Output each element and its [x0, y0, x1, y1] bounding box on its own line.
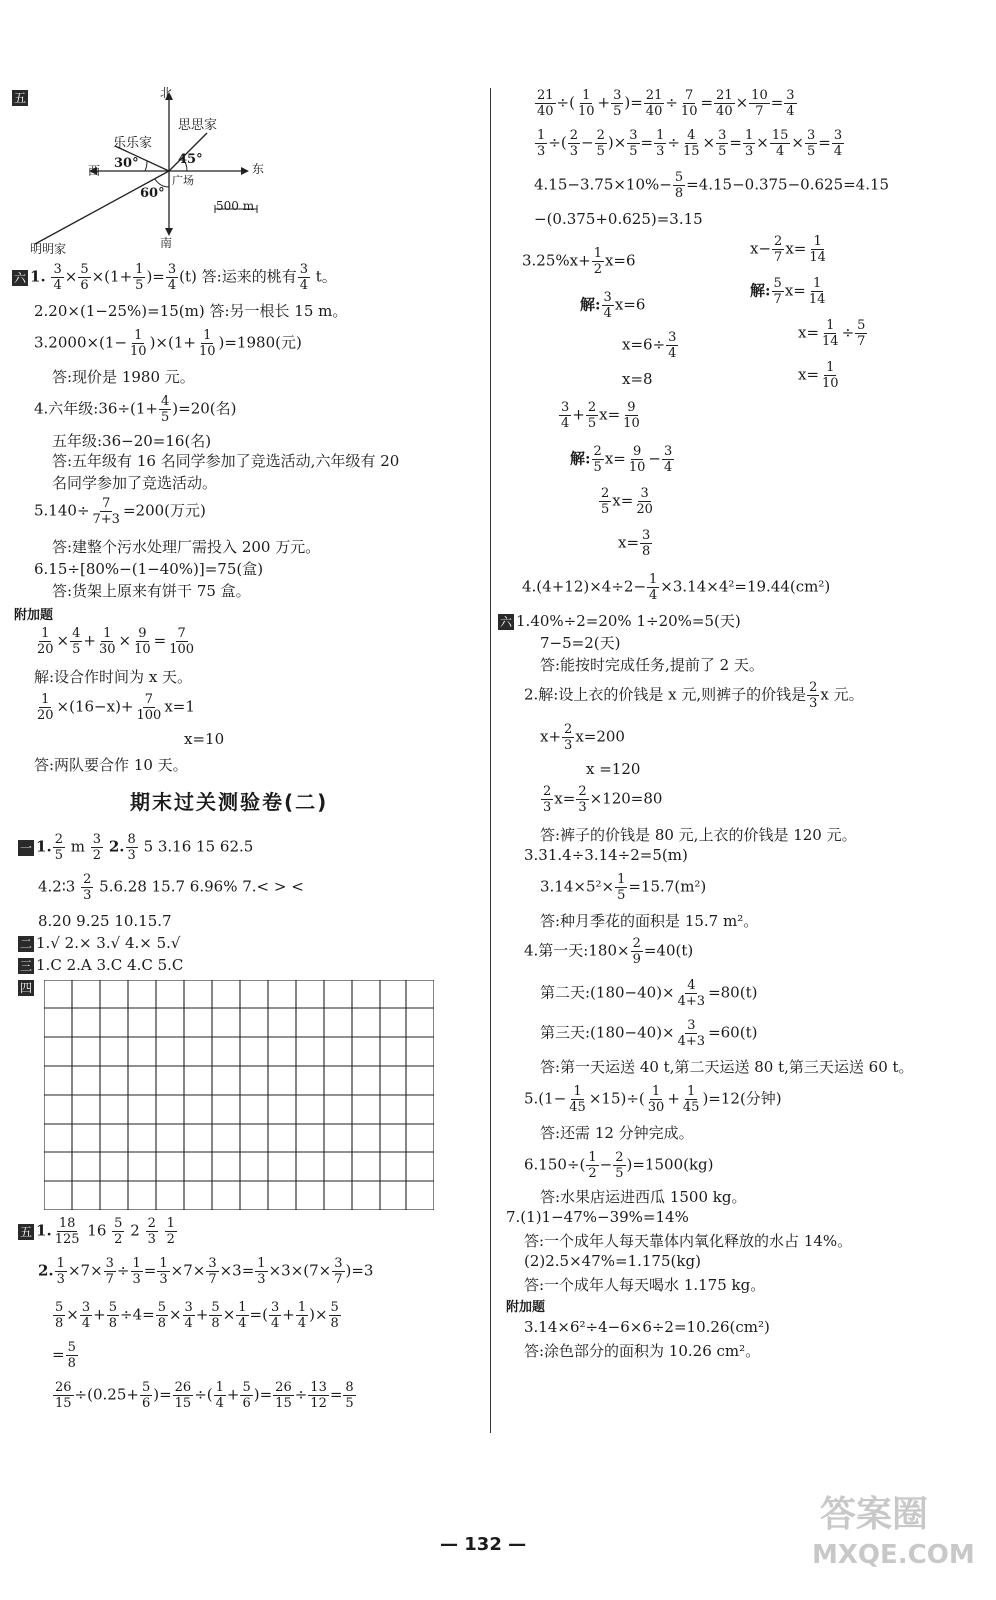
part-5-line-4: = $\frac{5}{8}$ — [52, 1340, 76, 1371]
right-6-4-c: 第三天:(180−40)× $\frac{3}{4+3}$ =60(t) — [540, 1018, 758, 1049]
right-q3-c: x=6÷ $\frac{3}{4}$ — [622, 330, 677, 361]
right-extra-2: 答:涂色部分的面积为 10.26 cm²。 — [524, 1342, 761, 1360]
right-6-5-b: 答:还需 12 分钟完成。 — [540, 1124, 694, 1142]
part-4-tag: 四 — [20, 981, 33, 995]
right-7: 7.(1)1−47%−39%=14% — [506, 1208, 689, 1226]
right-6-1: 六 1.40%÷2=20% 1÷20%=5(天) — [500, 612, 741, 630]
part-2: 二 1.√ 2.× 3.√ 4.× 5.√ — [20, 934, 181, 952]
right-q3-e: x− $\frac{2}{7}$ x= $\frac{1}{14}$ — [750, 234, 826, 265]
right-q3-i: $\frac{3}{4}$ + $\frac{2}{5}$ x= $\frac{9}{10}$ — [561, 400, 640, 431]
column-divider — [490, 88, 491, 1433]
compass-north: 北 — [160, 86, 173, 100]
right-6-3-b: 3.14×5²× $\frac{1}{5}$ =15.7(m²) — [540, 872, 707, 903]
answer-6-6: 6.15÷[80%−(1−40%)]=75(盒) — [34, 560, 264, 578]
extra-eq-2: $\frac{1}{20}$ ×(16−x)+ $\frac{7}{100}$ x=1 — [37, 692, 195, 723]
right-6-2-d: $\frac{2}{3}$ x= $\frac{2}{3}$ ×120=80 — [543, 784, 663, 815]
right-extra-heading: 附加题 — [506, 1300, 546, 1315]
right-q3-h: x= $\frac{1}{10}$ — [798, 360, 839, 391]
part-5-line-3: $\frac{5}{8}$ × $\frac{3}{4}$ + $\frac{5}{8}$ ÷4= $\frac{5}{8}$ × $\frac{3}{4}$ + $\frac{5}{8}$ × $\frac{1}{4}$ =( $\frac{3}{4}$ + $\frac{1}{4}$ )× $\frac{5}{8}$ — [55, 1300, 339, 1331]
angle-30: 30° — [114, 156, 139, 171]
right-q3-a: 3.25%x+ $\frac{1}{2}$ x=6 — [522, 246, 636, 277]
part-3: 三 1.C 2.A 3.C 4.C 5.C — [20, 956, 184, 974]
label-lele-home: 乐乐家 — [113, 136, 153, 151]
answer-6-6-text: 答:货架上原来有饼干 75 盒。 — [52, 582, 251, 600]
answer-6-3-text: 答:现价是 1980 元。 — [52, 368, 195, 386]
answer-6-2: 2.20×(1−25%)=15(m) 答:另一根长 15 m。 — [34, 302, 348, 320]
right-q3-f: 解: $\frac{5}{7}$ x= $\frac{1}{14}$ — [750, 276, 826, 307]
right-q4: 4.(4+12)×4÷2− $\frac{1}{4}$ ×3.14×4²=19.44(cm²) — [522, 572, 831, 603]
right-7-b: 答:一个成年人每天靠体内氧化释放的水占 14%。 — [524, 1232, 853, 1250]
answer-6-3: 3.2000×(1− $\frac{1}{10}$ )×(1+ $\frac{1}{10}$ )=1980(元) — [34, 328, 302, 359]
extra-answer: 答:两队要合作 10 天。 — [34, 756, 188, 774]
answer-6-4: 4.六年级:36÷(1+ $\frac{4}{5}$ )=20(名) — [34, 394, 237, 425]
right-6-2-e: 答:裤子的价钱是 80 元,上衣的价钱是 120 元。 — [540, 826, 857, 844]
part-1-line-1: 一 1. $\frac{2}{5}$ m $\frac{3}{2}$ 2. $\frac{8}{3}$ 5 3.16 15 62.5 — [20, 832, 254, 863]
label-square: 广场 — [172, 174, 194, 187]
right-6-1-c: 答:能按时完成任务,提前了 2 天。 — [540, 656, 764, 674]
right-6-6-b: 答:水果店运进西瓜 1500 kg。 — [540, 1188, 747, 1206]
label-sisi-home: 思思家 — [178, 118, 218, 133]
section-tag-5: 五 — [14, 91, 27, 105]
answer-6-1: 六 1. $\frac{3}{4}$ × $\frac{5}{6}$ ×(1+ $\frac{1}{5}$ )= $\frac{3}{4}$ (t) 答:运来的桃有 $\frac{3}{4}$ t。 — [14, 262, 337, 293]
right-6-2: 2.解:设上衣的价钱是 x 元,则裤子的价钱是 $\frac{2}{3}$ x 元。 — [524, 680, 864, 711]
page-number: — 132 — — [440, 1534, 527, 1555]
right-6-1-b: 7−5=2(天) — [540, 634, 621, 652]
right-6-3-c: 答:种月季花的面积是 15.7 m²。 — [540, 912, 759, 930]
compass-south: 南 — [160, 236, 173, 250]
right-q3-k: $\frac{2}{5}$ x= $\frac{3}{20}$ — [601, 486, 653, 517]
right-eq-1: $\frac{21}{40}$ ÷( $\frac{1}{10}$ + $\frac{3}{5}$ )= $\frac{21}{40}$ ÷ $\frac{7}{10}$ = $\frac{21}{40}$ × $\frac{10}{7}$ = $\frac{3}{4}$ — [537, 88, 795, 119]
right-q3-g: x= $\frac{1}{14}$ ÷ $\frac{5}{7}$ — [798, 318, 866, 349]
extra-solution: 解:设合作时间为 x 天。 — [34, 668, 193, 686]
right-eq-4: −(0.375+0.625)=3.15 — [534, 210, 703, 228]
scale-label: 500 m — [216, 199, 255, 213]
compass-west: 西 — [88, 164, 101, 178]
answer-6-4-b: 五年级:36−20=16(名) — [52, 432, 212, 450]
part-5-line-2: 2. $\frac{1}{3}$ ×7× $\frac{3}{7}$ ÷ $\frac{1}{3}$ = $\frac{1}{3}$ ×7× $\frac{3}{7}$ ×3= $\frac{1}{3}$ ×3×(7× $\frac{3}{7}$ )=3 — [38, 1256, 374, 1287]
right-extra-1: 3.14×6²÷4−6×6÷2=10.26(cm²) — [524, 1318, 770, 1336]
right-6-5: 5.(1− $\frac{1}{45}$ ×15)÷( $\frac{1}{30}$ + $\frac{1}{45}$ )=12(分钟) — [524, 1084, 782, 1115]
answer-6-4-d: 名同学参加了竞选活动。 — [52, 474, 218, 492]
answer-6-4-c: 答:五年级有 16 名同学参加了竞选活动,六年级有 20 — [52, 452, 400, 470]
watermark-logo: 答案圈 — [820, 1494, 929, 1535]
right-6-2-b: x+ $\frac{2}{3}$ x=200 — [540, 722, 625, 753]
right-6-2-c: x =120 — [586, 760, 641, 778]
part-1-line-3: 8.20 9.25 10.15.7 — [38, 912, 172, 930]
right-q3-j: 解: $\frac{2}{5}$ x= $\frac{9}{10}$ − $\frac{3}{4}$ — [570, 444, 673, 475]
right-6-4-b: 第二天:(180−40)× $\frac{4}{4+3}$ =80(t) — [540, 978, 758, 1009]
angle-45: 45° — [178, 152, 203, 167]
answer-grid — [44, 980, 434, 1210]
extra-heading: 附加题 — [14, 608, 54, 623]
right-6-6: 6.150÷( $\frac{1}{2}$ − $\frac{2}{5}$ )=1500(kg) — [524, 1150, 714, 1181]
label-mingming-home: 明明家 — [30, 242, 67, 256]
right-eq-2: $\frac{1}{3}$ ÷( $\frac{2}{3}$ − $\frac{2}{5}$ )× $\frac{3}{5}$ = $\frac{1}{3}$ ÷ $\frac{4}{15}$ × $\frac{3}{5}$ = $\frac{1}{3}$ × $\frac{15}{4}$ × $\frac{3}{5}$ = $\frac{3}{4}$ — [537, 128, 843, 159]
answer-6-5-text: 答:建整个污水处理厂需投入 200 万元。 — [52, 538, 321, 556]
right-6-3: 3.31.4÷3.14÷2=5(m) — [524, 846, 688, 864]
part-1-line-2: 4.2∶3 $\frac{2}{3}$ 5.6.28 15.7 6.96% 7.< > < — [38, 872, 304, 903]
part-5-line-5: $\frac{26}{15}$ ÷(0.25+ $\frac{5}{6}$ )= $\frac{26}{15}$ ÷( $\frac{1}{4}$ + $\frac{5}{6}$ )= $\frac{26}{15}$ ÷ $\frac{13}{12}$ = $\frac{8}{5}$ — [55, 1380, 354, 1411]
answer-6-5: 5.140÷ $\frac{7}{7+3}$ =200(万元) — [34, 496, 206, 527]
compass-diagram — [25, 84, 315, 259]
watermark-url: MXQE.COM — [812, 1540, 975, 1570]
right-6-4: 4.第一天:180× $\frac{2}{9}$ =40(t) — [524, 936, 694, 967]
part-5-line-1: 五 1. $\frac{18}{125}$ 16 $\frac{5}{2}$ 2 $\frac{2}{3}$ $\frac{1}{2}$ — [20, 1216, 175, 1247]
extra-eq-1: $\frac{1}{20}$ × $\frac{4}{5}$ + $\frac{1}{30}$ × $\frac{9}{10}$ = $\frac{7}{100}$ — [37, 626, 195, 657]
right-q3-l: x= $\frac{3}{8}$ — [618, 528, 651, 559]
extra-eq-3: x=10 — [184, 730, 225, 748]
right-6-4-d: 答:第一天运送 40 t,第二天运送 80 t,第三天运送 60 t。 — [540, 1058, 914, 1076]
right-7-d: 答:一个成年人每天喝水 1.175 kg。 — [524, 1276, 766, 1294]
section-title: 期末过关测验卷(二) — [130, 790, 329, 814]
right-q3-d: x=8 — [622, 370, 653, 388]
right-eq-3: 4.15−3.75×10%− $\frac{5}{8}$ =4.15−0.375−0.625=4.15 — [534, 170, 890, 201]
compass-east: 东 — [252, 162, 265, 176]
angle-60: 60° — [140, 186, 165, 201]
right-q3-b: 解: $\frac{3}{4}$ x=6 — [580, 290, 646, 321]
right-7-c: (2)2.5×47%=1.175(kg) — [524, 1252, 701, 1270]
